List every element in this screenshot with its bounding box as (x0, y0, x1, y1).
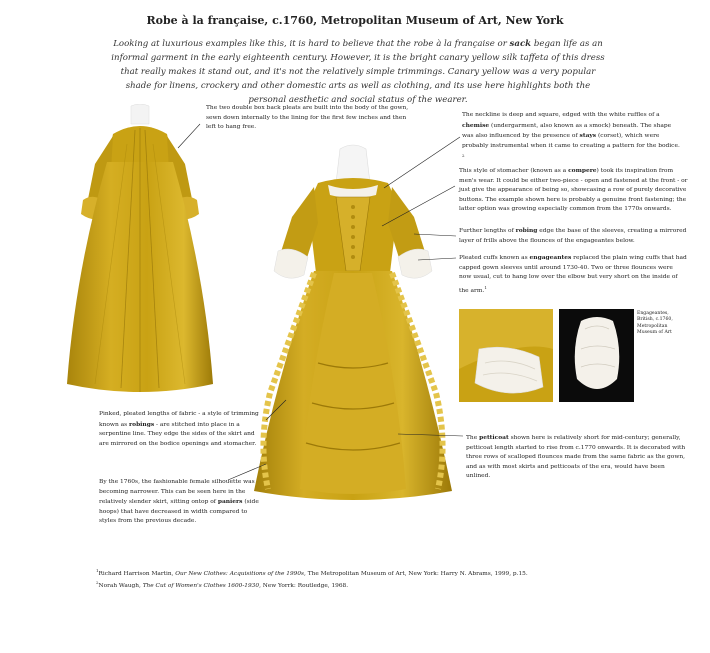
neckline-text-3: (corset), which were probably instrumental when it came to creating a pattern for the bodice. (462, 133, 680, 149)
petticoat-text-1: The (466, 435, 480, 441)
intro-bold-sack: sack (509, 39, 532, 49)
petticoat-bold: petticoat (479, 434, 509, 441)
leader-line-stomacher (382, 186, 455, 226)
paniers-bold: paniers (217, 498, 243, 506)
neckline-text-1: The neckline is deep and square, edged with the white ruffles of a (462, 112, 660, 118)
neckline-bold-stays: stays (579, 132, 597, 140)
leader-line-robings (266, 400, 286, 420)
leader-line-back-pleats (178, 124, 200, 148)
leader-line-robing-sleeves (414, 234, 456, 236)
footnote-2-number: 2 (96, 580, 99, 585)
footnote-1-text-1: Richard Harrison Martin, (98, 570, 176, 577)
neckline-footnote-ref: 2 (462, 153, 465, 159)
stomacher-text-1: This style of stomacher (known as a (459, 168, 569, 174)
paniers-text-1: By the 1760s, the fashionable female silhouette was becoming narrower. This can be seen here in the relatively slender skirt, sitting ontop of (99, 479, 255, 506)
footnote-2-title: The Cut of Women's Clothes 1600-1930 (142, 582, 260, 589)
footnote-1-number: 1 (96, 568, 99, 573)
leader-line-engageantes (418, 258, 456, 260)
paniers-text-2: (side hoops) that have decreased in width compared to styles from the previous decade. (99, 499, 259, 525)
engageantes-text-1: Pleated cuffs known as (459, 255, 530, 261)
leader-line-petticoat (398, 434, 463, 436)
intro-text-1: Looking at luxurious examples like this, it is hard to believe that the robe à la française or (113, 39, 510, 49)
note-back-pleats: The two double box back pleats are built into the body of the gown, sewn down internally to the lining for the first few inches and then left to hang free. (206, 105, 409, 131)
footnote-1 (96, 566, 686, 579)
footnote-2 (96, 578, 686, 591)
neckline-bold-chemise: chemise (462, 121, 490, 129)
intro-text-2: began life as an informal garment in the early eighteenth century. However, it is the bright canary yellow silk taffeta of this dress that really makes it stand out, and it's not the relatively simple trimmings. Canary yellow was a very popular shade for linens, crockery and other domestic arts as well as clothing, and its use here highlights both the personal aesthetic and social status of the wearer. (111, 39, 605, 105)
footnote-2-text-1: Norah Waugh, (98, 582, 143, 589)
footnote-2-text-2: , New Yorrk: Routledge, 1968. (259, 582, 349, 589)
footnote-1-title: Our New Clothes: Acquisitions of the 1990s (175, 570, 305, 577)
engageantes-caption: Engageantes, British, c.1760, Metropolitan Museum of Art (637, 311, 673, 336)
robing-text-2: edge the base of the sleeves, creating a mirrored layer of frills above the flounces of the engageantes below. (459, 228, 687, 244)
footnote-1-text-2: , The Metropolitan Museum of Art, New York: Harry N. Abrams, 1999, p.15. (304, 570, 528, 577)
robings-text-2: - are stitched into place in a serpentine line. They edge the sides of the skirt and are mirrored on the bodice openings and stomacher. (99, 421, 257, 447)
robing-bold-robing: robing (515, 227, 538, 234)
robings-text-1: Pinked, pleated lengths of fabric - a style of trimming known as (99, 411, 259, 428)
page-title: Robe à la française, c.1760, Metropolitan Museum of Art, New York (146, 14, 564, 27)
engageantes-bold: engageantes (529, 254, 572, 261)
engageantes-text-2: replaced the plain wing cuffs that had capped gown sleeves until around 1730-40. Two or three flounces were now usual, cut to hang low over the elbow but very short on the inside of the arm. (459, 255, 687, 294)
neckline-text-2: (undergarment, also known as a smock) beneath. The shape was also influenced by the presence of (462, 122, 672, 140)
petticoat-text-2: shown here is relatively short for mid-century; generally, petticoat length started to rise from c.1770 onwards. It is decorated with three rows of scalloped flounces made from the same fabric as the gown, and as with most skirts and petticoats of the era, would have been unlined. (466, 435, 686, 480)
stomacher-bold-compere: compere (568, 167, 597, 174)
robings-bold: robings (129, 420, 155, 428)
leader-line-paniers (228, 464, 266, 480)
leader-line-neckline (384, 137, 460, 188)
stomacher-text-2: ) took its inspiration from men's wear. It could be either two-piece - open and fastened at the front - or just give the appearance of being so, showcasing a row of purely decorative buttons. The example shown here is probably a genuine front fastening; the latter option was growing especially common from the 1770s onwards. (459, 168, 688, 213)
engageantes-footnote-ref: 1 (484, 284, 487, 290)
robing-text-1: Further lengths of (459, 228, 516, 234)
